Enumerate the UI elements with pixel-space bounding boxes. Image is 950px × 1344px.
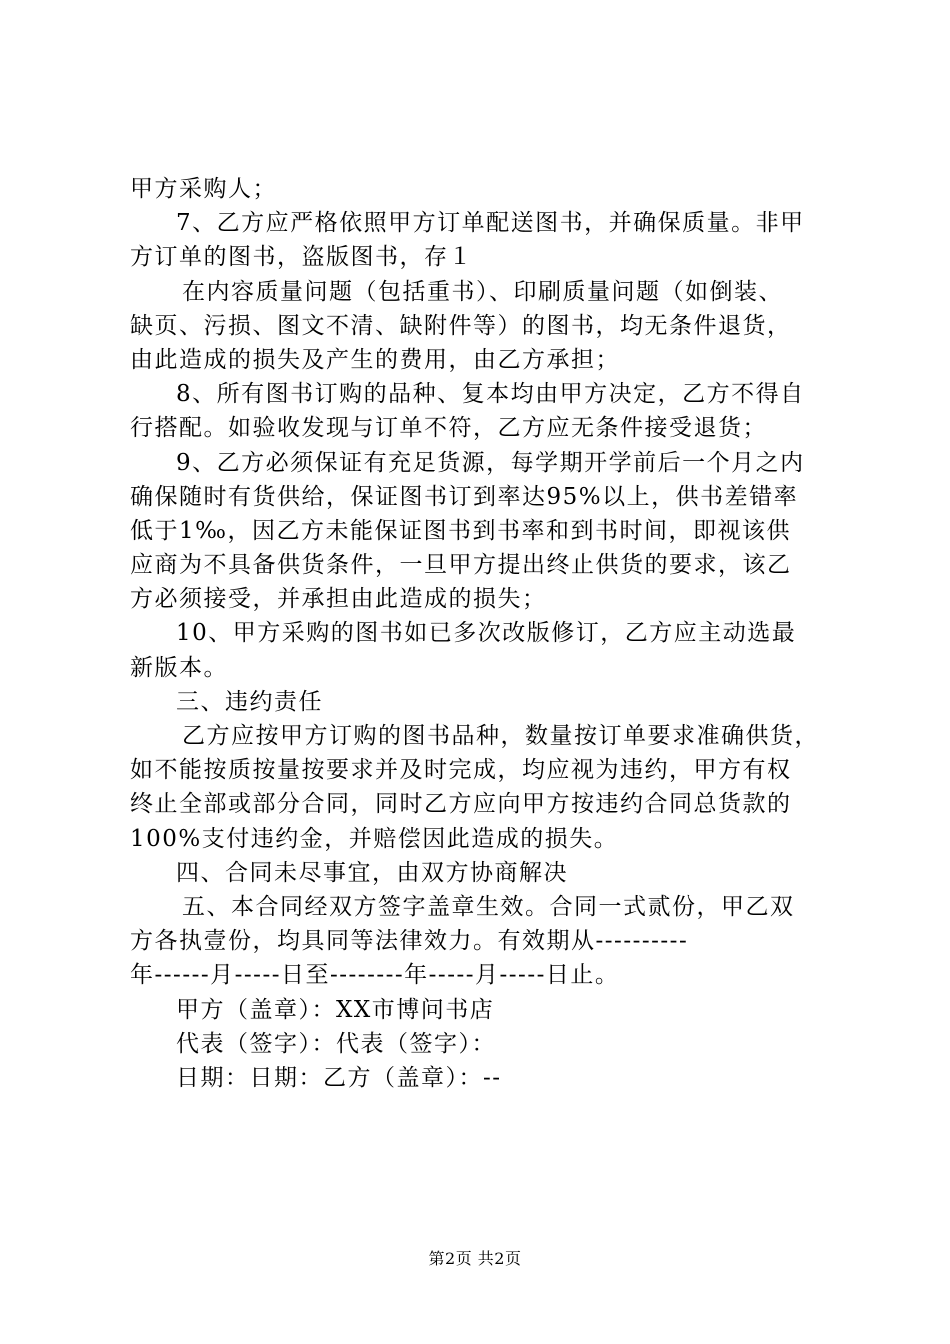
text-line: 五、本合同经双方签字盖章生效。合同一式贰份，甲乙双 xyxy=(182,893,795,920)
section-heading: 三、违约责任 xyxy=(176,688,323,715)
text-line: 缺页、污损、图文不清、缺附件等）的图书，均无条件退货， xyxy=(130,312,792,339)
text-line: 方必须接受，并承担由此造成的损失； xyxy=(130,586,547,613)
signature-line-party-a: 甲方（盖章）：XX市博问书店 xyxy=(176,996,495,1023)
text-line: 100%支付违约金，并赔偿因此造成的损失。 xyxy=(130,825,619,852)
text-line: 方各执壹份，均具同等法律效力。有效期从---------- xyxy=(130,928,689,955)
section-heading: 四、合同未尽事宜，由双方协商解决 xyxy=(176,859,568,886)
text-line: 甲方采购人； xyxy=(130,176,277,202)
text-line: 由此造成的损失及产生的费用，由乙方承担； xyxy=(130,346,620,373)
text-line: 9、乙方必须保证有充足货源，每学期开学前后一个月之内 xyxy=(176,449,805,476)
text-line: 终止全部或部分合同，同时乙方应向甲方按违约合同总货款的 xyxy=(130,791,792,818)
text-line: 年------月-----日至--------年-----月-----日止。 xyxy=(130,962,620,989)
text-line: 应商为不具备供货条件，一旦甲方提出终止供货的要求，该乙 xyxy=(130,552,792,579)
signature-line-date: 日期：日期：乙方（盖章）：-- xyxy=(176,1064,502,1091)
text-line: 行搭配。如验收发现与订单不符，乙方应无条件接受退货； xyxy=(130,415,767,442)
text-line: 乙方应按甲方订购的图书品种，数量按订单要求准确供货， xyxy=(182,723,819,749)
text-line: 10、甲方采购的图书如已多次改版修订，乙方应主动选最 xyxy=(176,620,797,647)
page-number: 第2页 共2页 xyxy=(428,1249,522,1268)
text-line: 如不能按质按量按要求并及时完成，均应视为违约，甲方有权 xyxy=(130,757,792,784)
text-line: 确保随时有货供给，保证图书订到率达95%以上，供书差错率 xyxy=(130,483,799,510)
text-line: 新版本。 xyxy=(130,654,228,681)
text-line: 低于1‰，因乙方未能保证图书到书率和到书时间，即视该供 xyxy=(130,517,791,544)
text-line: 方订单的图书，盗版图书，存１ xyxy=(130,244,473,271)
document-body xyxy=(130,172,835,1095)
text-line: 在内容质量问题（包括重书）、印刷质量问题（如倒装、 xyxy=(182,278,783,305)
signature-line-representative: 代表（签字）：代表（签字）： xyxy=(176,1030,496,1057)
text-line: 7、乙方应严格依照甲方订单配送图书，并确保质量。非甲 xyxy=(176,210,805,237)
text-line: 8、所有图书订购的品种、复本均由甲方决定，乙方不得自 xyxy=(176,381,805,408)
